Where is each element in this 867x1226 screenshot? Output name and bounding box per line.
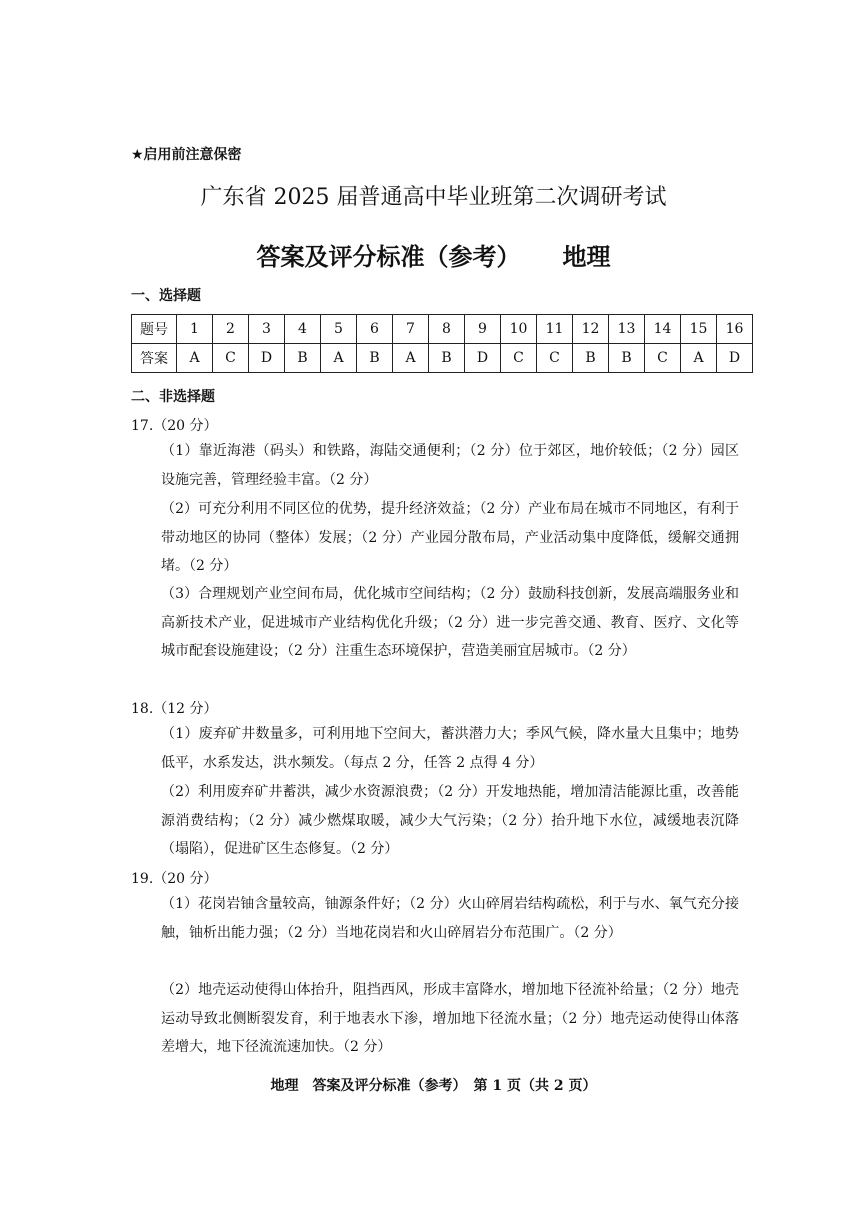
answer-cell: A [177,344,213,373]
q18-answer-2: （2）利用废弃矿井蓄洪，减少水资源浪费；（2 分）开发地热能，增加清洁能源比重，改善能源消费结构；（2 分）减少燃煤取暖，减少大气污染；（2 分）抬升地下水位，减缓地表沉降（塌陷），促进矿区生态修复。（2 分） [161,784,739,858]
question-18-label: 18.（12 分） [131,701,218,717]
answer-cell: B [357,344,393,373]
question-number: 8 [429,315,465,344]
question-number: 15 [681,315,717,344]
page-footer: 地理 答案及评分标准（参考） 第 1 页（共 2 页） [270,1078,597,1094]
question-number: 9 [465,315,501,344]
answer-cell: B [609,344,645,373]
subtitle: 答案及评分标准（参考） [256,243,521,271]
question-number: 13 [609,315,645,344]
question-number: 2 [213,315,249,344]
confidential-notice: ★启用前注意保密 [131,147,242,163]
question-19-label: 19.（20 分） [131,871,218,887]
question-number: 5 [321,315,357,344]
subject-label: 地理 [562,243,611,271]
answer-cell: B [573,344,609,373]
question-number: 11 [537,315,573,344]
answer-cell: D [249,344,285,373]
q17-answer-1: （1）靠近海港（码头）和铁路，海陆交通便利；（2 分）位于郊区，地价较低；（2 分）园区设施完善，管理经验丰富。（2 分） [161,443,739,488]
answer-cell: C [537,344,573,373]
answer-cell: A [393,344,429,373]
question-number: 10 [501,315,537,344]
q19-answer-1: （1）花岗岩铀含量较高，铀源条件好；（2 分）火山碎屑岩结构疏松，利于与水、氧气充分接触，铀析出能力强；（2 分）当地花岗岩和火山碎屑岩分布范围广。（2 分） [161,896,739,941]
question-number: 3 [249,315,285,344]
q17-answer-3: （3）合理规划产业空间布局，优化城市空间结构；（2 分）鼓励科技创新，发展高端服务业和高新技术产业，促进城市产业结构优化升级；（2 分）进一步完善交通、教育、医疗、文化等城市配套设施建设；（2 分）注重生态环境保护，营造美丽宜居城市。（2 分） [161,586,739,660]
question-number: 16 [717,315,753,344]
answer-cell: B [285,344,321,373]
table-row-answers [132,344,753,373]
question-number: 12 [573,315,609,344]
answer-cell: C [213,344,249,373]
question-number: 1 [177,315,213,344]
section-multiple-choice: 一、选择题 [131,288,201,304]
answer-cell: A [321,344,357,373]
answer-cell: D [717,344,753,373]
answer-key-title [0,237,867,272]
answer-cell: B [429,344,465,373]
row-label-answers: 答案 [132,344,177,373]
question-number: 6 [357,315,393,344]
answer-cell: A [681,344,717,373]
exam-title: 广东省 2025 届普通高中毕业班第二次调研考试 [200,185,667,210]
q18-answer-1: （1）废弃矿井数量多，可利用地下空间大，蓄洪潜力大；季风气候，降水量大且集中；地势低平，水系发达，洪水频发。（每点 2 分，任答 2 点得 4 分） [161,726,739,771]
answer-cell: C [645,344,681,373]
question-number: 14 [645,315,681,344]
answer-cell: D [465,344,501,373]
q17-answer-2: （2）可充分利用不同区位的优势，提升经济效益；（2 分）产业布局在城市不同地区，有利于带动地区的协同（整体）发展；（2 分）产业园分散布局，产业活动集中度降低，缓解交通拥堵。（2 分） [161,501,739,575]
answer-table [131,314,753,373]
answer-cell: C [501,344,537,373]
question-number: 4 [285,315,321,344]
question-number: 7 [393,315,429,344]
q19-answer-2: （2）地壳运动使得山体抬升，阻挡西风，形成丰富降水，增加地下径流补给量；（2 分）地壳运动导致北侧断裂发育，利于地表水下渗，增加地下径流水量；（2 分）地壳运动使得山体落差增大，地下径流流速加快。（2 分） [161,982,739,1056]
section-non-choice: 二、非选择题 [131,389,215,405]
table-row-numbers [132,315,753,344]
row-label-numbers: 题号 [132,315,177,344]
question-17-label: 17.（20 分） [131,418,218,434]
